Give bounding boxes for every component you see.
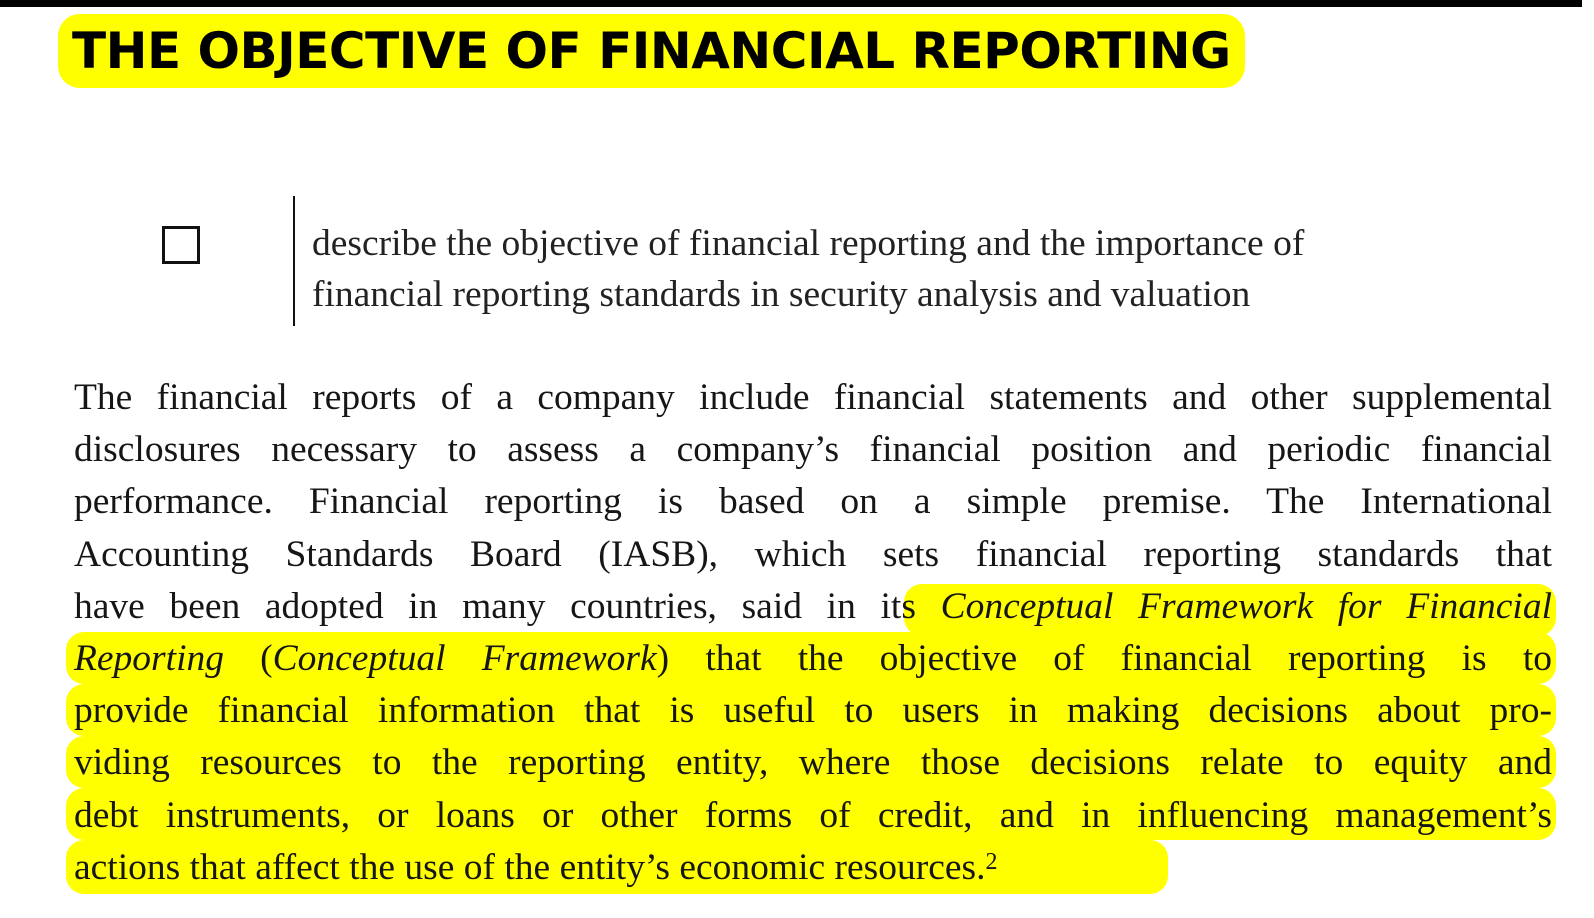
learning-objective (312, 218, 1542, 320)
paragraph-line: viding resources to the reporting entity, where those decisions relate to equity and (74, 742, 1552, 784)
paragraph-line: provide financial information that is useful to users in making decisions about pro- (74, 690, 1552, 732)
paragraph-line: The financial reports of a company include financial statements and other supplemental (74, 377, 1552, 418)
objective-line-1: describe the objective of financial reporting and the importance of (312, 223, 1305, 264)
objective-checkbox[interactable] (162, 226, 200, 264)
section-heading: THE OBJECTIVE OF FINANCIAL REPORTING (58, 14, 1245, 88)
paragraph-line (74, 842, 1552, 894)
framework-title: Conceptual Framework for Financial (940, 585, 1552, 627)
paragraph-line: debt instruments, or loans or other forms of credit, and in influencing management’s (74, 794, 1552, 836)
paragraph-line (74, 581, 1552, 633)
divider-line (293, 196, 295, 326)
paragraph-text: actions that affect the use of the entity’s economic resources. (74, 846, 986, 888)
paragraph-line: disclosures necessary to assess a company’s financial position and periodic financial (74, 429, 1552, 471)
paragraph-text: ( (223, 637, 273, 679)
objective-line-2: financial reporting standards in security analysis and valuation (312, 274, 1251, 315)
paragraph-line (74, 633, 1552, 685)
paragraph-text: have been adopted in many countries, said in its (74, 585, 941, 627)
body-paragraph (74, 372, 1552, 894)
framework-title: Reporting (74, 637, 224, 679)
footnote-marker[interactable]: 2 (985, 848, 998, 875)
framework-short-title: Conceptual Framework (272, 637, 657, 679)
paragraph-line: performance. Financial reporting is based on a simple premise. The International (74, 481, 1552, 523)
top-rule (0, 0, 1582, 7)
paragraph-text: ) that the objective of financial reporting is to (656, 637, 1552, 679)
paragraph-line: Accounting Standards Board (IASB), which sets financial reporting standards that (74, 533, 1552, 575)
